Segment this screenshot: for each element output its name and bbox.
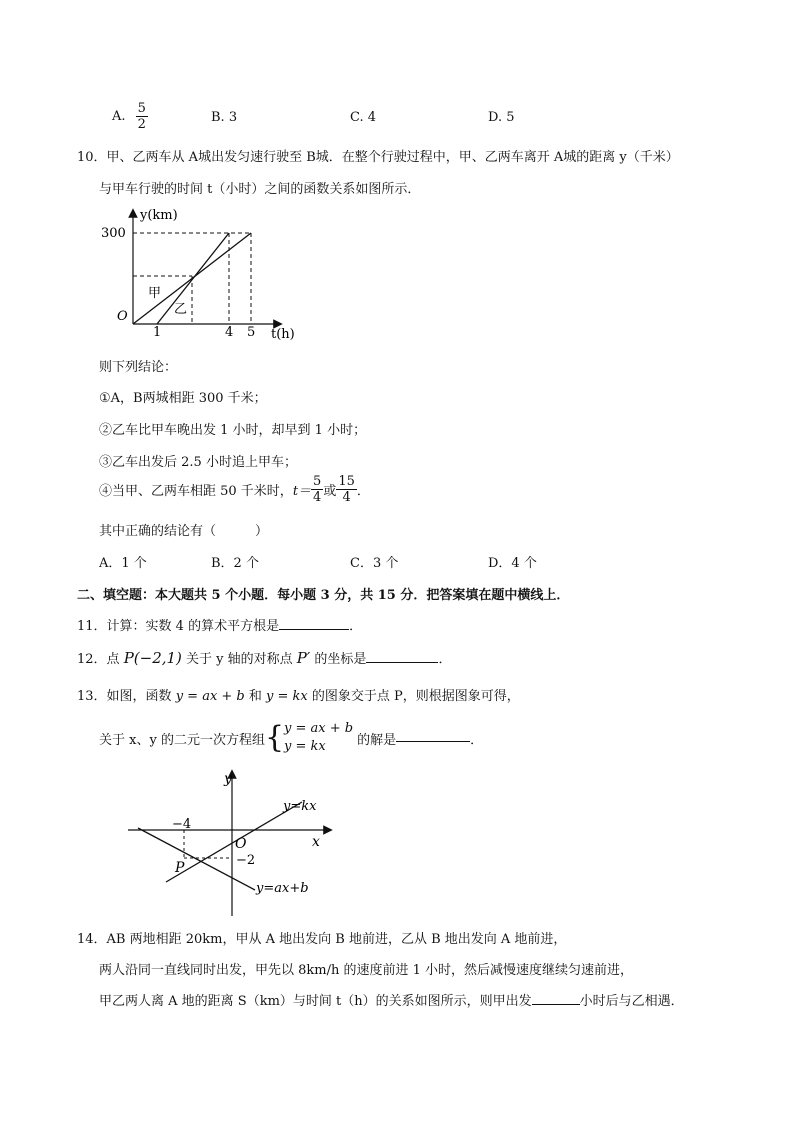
q10-jia-label: 甲 — [148, 286, 162, 301]
q12-suffix: 的坐标是 — [310, 652, 367, 667]
q9-option-a-denominator: 2 — [137, 117, 146, 132]
q10-c4-prefix: ④当甲、乙两车相距 50 千米时， — [99, 484, 293, 499]
q14-line-2: 两人沿同一直线同时出发，甲先以 8km/h 的速度前进 1 小时，然后减慢速度继续匀速前进， — [99, 963, 634, 978]
q10-graph — [101, 205, 310, 345]
q10-y-label: y(km) — [140, 208, 178, 223]
q13-equation-2: y = kx — [284, 739, 326, 755]
q13-and: 和 — [244, 689, 267, 704]
q12-answer-blank — [366, 650, 438, 663]
q10-x-tick-4: 4 — [225, 325, 234, 340]
q10-line-yi — [157, 233, 229, 324]
q13-line2-suffix: 的解是 — [357, 732, 397, 748]
q13-equation-1: y = ax + b — [284, 721, 354, 736]
q10-question: 其中正确的结论有（ ） — [99, 524, 269, 539]
q13-system-brace: { — [264, 720, 285, 756]
q13-line-2 — [99, 720, 483, 756]
q11-answer-blank — [279, 617, 349, 630]
q9-option-b: B. 3 — [211, 110, 238, 125]
q10-c4-f2-den: 4 — [342, 490, 351, 505]
q13-p-label: P — [175, 860, 185, 876]
q13-neg4-label: −4 — [172, 817, 192, 832]
q10-c4-f1-den: 4 — [313, 490, 322, 505]
q12 — [77, 648, 451, 667]
q9-option-a-label: A. — [112, 109, 126, 124]
q13-line2-prefix: 关于 x、y 的二元一次方程组 — [99, 732, 265, 748]
q12-middle: 关于 y 轴的对称点 — [181, 652, 297, 667]
q13-x-axis-label: x — [312, 834, 320, 850]
q10-conclusion-intro: 则下列结论： — [99, 360, 178, 375]
q10-line-jia — [133, 233, 251, 324]
q10-conclusion-1: ①A，B两城相距 300 千米； — [99, 391, 267, 406]
q10-c4-or: 或 — [323, 484, 337, 499]
q13-origin-label: O — [235, 836, 247, 852]
q10-c4-fraction-1 — [311, 475, 323, 504]
q13-line1-suffix: 的图象交于点 P，则根据图象可得， — [307, 689, 520, 704]
q13-answer-blank — [396, 729, 470, 742]
q10-conclusion-2: ②乙车比甲车晚出发 1 小时，却早到 1 小时； — [99, 423, 367, 438]
q9-option-a-fraction — [136, 102, 148, 131]
q13-axb-label: y=ax+b — [256, 881, 309, 896]
q10-c4-f2-num: 15 — [338, 474, 355, 489]
q12-point: P(−2,1) — [123, 649, 182, 667]
q14-line-3 — [99, 990, 684, 1009]
q10-option-b: B．2 个 — [211, 556, 259, 571]
q10-conclusion-4 — [99, 475, 370, 504]
q13-equation-system — [284, 720, 353, 756]
q10-line-1: 10．甲、乙两车从 A城出发匀速行驶至 B城．在整个行驶过程中，甲、乙两车离开 A城的距离 y（千米） — [77, 150, 679, 165]
q10-c4-end: ． — [356, 484, 370, 499]
q13-end: ． — [470, 732, 484, 748]
q13-graph — [120, 768, 350, 918]
q12-p-prime: P′ — [296, 649, 311, 667]
q13-line1-prefix: 13．如图，函数 — [77, 689, 176, 704]
q10-conclusion-3: ③乙车出发后 2.5 小时追上甲车； — [99, 455, 297, 470]
q10-c4-t: t＝ — [292, 484, 312, 499]
q13-function-2: y = kx — [266, 689, 308, 704]
q10-y-tick-300: 300 — [101, 226, 126, 241]
q14-line-1: 14．AB 两地相距 20km，甲从 A 地出发向 B 地前进，乙从 B 地出发向 A 地前进， — [77, 932, 567, 947]
q13-y-axis-label: y — [224, 771, 232, 787]
q11-text: 11．计算：实数 4 的算术平方根是 — [77, 619, 280, 634]
section-2-heading: 二、填空题：本大题共 5 个小题．每小题 3 分，共 15 分．把答案填在题中横线上． — [77, 588, 570, 603]
q10-x-tick-1: 1 — [153, 325, 162, 340]
q13-line-1 — [77, 685, 520, 704]
q13-kx-label: y=kx — [283, 799, 317, 814]
q10-line-2: 与甲车行驶的时间 t（小时）之间的函数关系如图所示． — [99, 182, 421, 197]
q10-yi-label: 乙 — [174, 302, 188, 317]
q10-option-d: D．4 个 — [488, 556, 537, 571]
q13-line-kx — [166, 802, 302, 882]
q9-option-c: C. 4 — [350, 110, 377, 125]
q10-x-tick-5: 5 — [247, 325, 256, 340]
q11-end: ． — [349, 619, 363, 634]
q12-end: ． — [438, 652, 452, 667]
q9-option-a — [112, 102, 148, 131]
q14-line3-end: 小时后与乙相遇． — [579, 994, 684, 1009]
q10-option-c: C．3 个 — [350, 556, 399, 571]
q10-x-label: t(h) — [271, 327, 295, 342]
q9-option-d: D. 5 — [488, 110, 515, 125]
q11 — [77, 615, 362, 634]
q9-option-a-numerator: 5 — [137, 101, 146, 116]
q14-line3-text: 甲乙两人离 A 地的距离 S（km）与时间 t（h）的关系如图所示，则甲出发 — [99, 994, 532, 1009]
q10-c4-f1-num: 5 — [313, 474, 322, 489]
q14-answer-blank — [532, 992, 580, 1005]
q10-origin-label: O — [117, 309, 128, 324]
q13-function-1: y = ax + b — [175, 689, 245, 704]
q10-c4-fraction-2 — [336, 475, 357, 504]
q10-option-a: A．1 个 — [99, 556, 147, 571]
q12-prefix: 12．点 — [77, 652, 124, 667]
q13-neg2-label: −2 — [236, 853, 256, 868]
